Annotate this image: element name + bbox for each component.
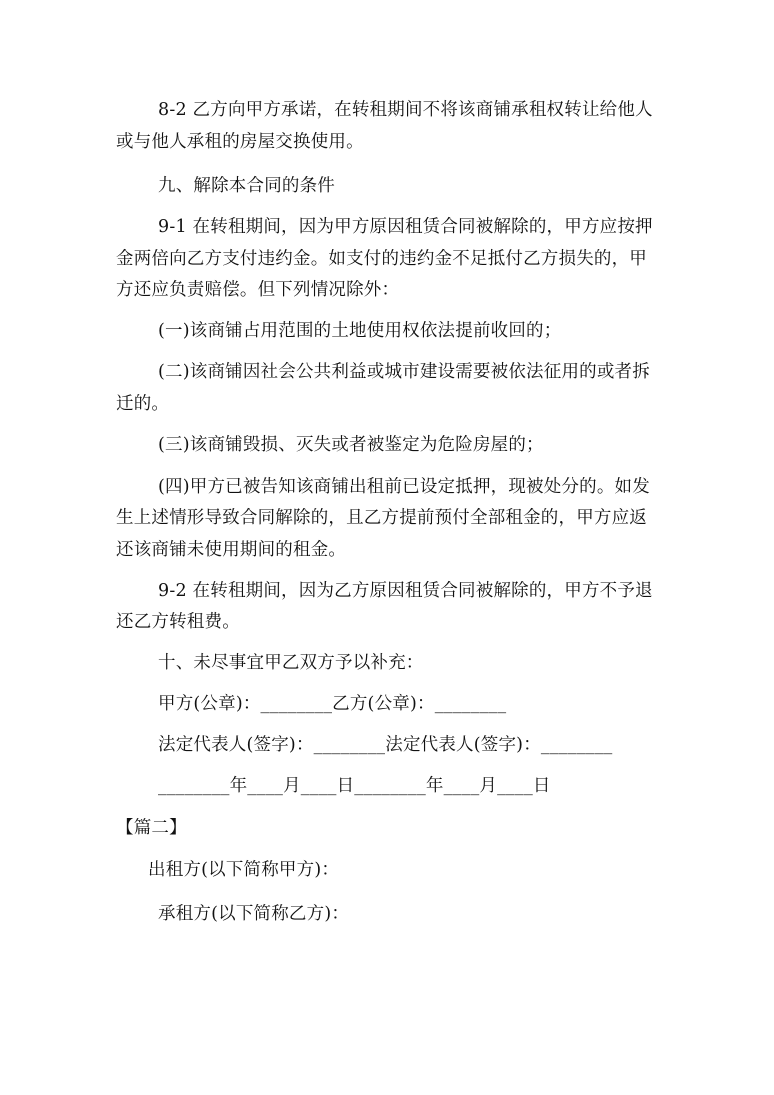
clause-9-1-line-3: 方还应负责赔偿。但下列情况除外： xyxy=(116,280,400,300)
signature-representatives-line: 法定代表人(签字)：________法定代表人(签字)：________ xyxy=(158,735,613,755)
clause-8-2-line-2: 或与他人承租的房屋交换使用。 xyxy=(116,132,364,152)
clause-9-1-line-2: 金两倍向乙方支付违约金。如支付的违约金不足抵付乙方损失的，甲 xyxy=(116,249,647,269)
section-heading-10: 十、未尽事宜甲乙双方予以补充： xyxy=(158,653,424,673)
lessee-line: 承租方(以下简称乙方)： xyxy=(158,904,350,924)
exception-1: (一)该商铺占用范围的土地使用权依法提前收回的； xyxy=(158,321,562,341)
exception-2-line-1: (二)该商铺因社会公共利益或城市建设需要被依法征用的或者拆 xyxy=(158,362,650,382)
exception-4-line-3: 还该商铺未使用期间的租金。 xyxy=(116,540,347,560)
section-heading-9: 九、解除本合同的条件 xyxy=(158,176,335,196)
part-two-heading: 【篇二】 xyxy=(116,818,187,838)
exception-2-line-2: 迁的。 xyxy=(116,394,170,414)
exception-3: (三)该商铺毁损、灭失或者被鉴定为危险房屋的； xyxy=(158,435,544,455)
exception-4-line-2: 生上述情形导致合同解除的，且乙方提前预付全部租金的，甲方应返 xyxy=(116,508,647,528)
lessor-line: 出租方(以下简称甲方)： xyxy=(148,860,340,880)
exception-4-line-1: (四)甲方已被告知该商铺出租前已设定抵押，现被处分的。如发 xyxy=(158,477,650,497)
clause-8-2-line-1: 8-2 乙方向甲方承诺，在转租期间不将该商铺承租权转让给他人 xyxy=(158,100,653,120)
signature-seals-line: 甲方(公章)：________乙方(公章)：________ xyxy=(158,694,507,714)
clause-9-2-line-1: 9-2 在转租期间，因为乙方原因租赁合同被解除的，甲方不予退 xyxy=(158,581,653,601)
clause-9-1-line-1: 9-1 在转租期间，因为甲方原因租赁合同被解除的，甲方应按押 xyxy=(158,217,653,237)
signature-dates-line: ________年____月____日________年____月____日 xyxy=(158,776,551,796)
clause-9-2-line-2: 还乙方转租费。 xyxy=(116,612,240,632)
